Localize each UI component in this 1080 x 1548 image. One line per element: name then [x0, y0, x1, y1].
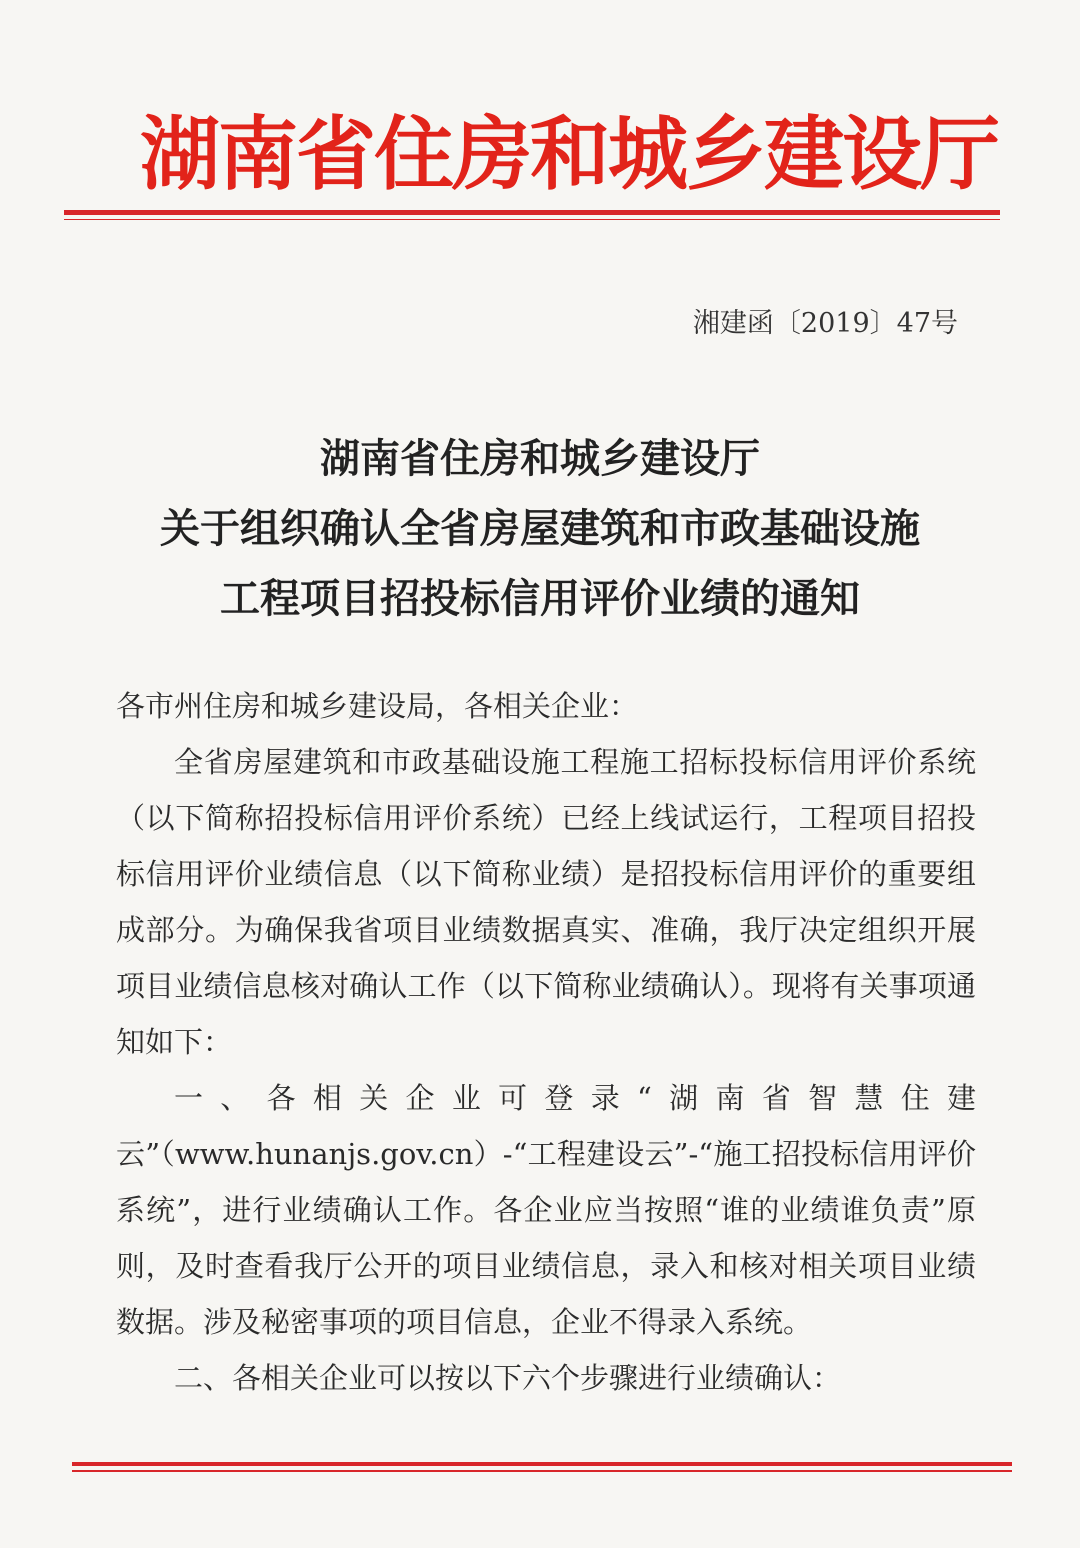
salutation: 各市州住房和城乡建设局，各相关企业： [116, 689, 639, 723]
document-number: 湘建函〔2019〕47号 [692, 308, 958, 339]
title-line-2: 关于组织确认全省房屋建筑和市政基础设施 [160, 505, 920, 552]
body-paragraph-3: 二、各相关企业可以按以下六个步骤进行业绩确认： [174, 1361, 842, 1395]
title-line-3: 工程项目招投标信用评价业绩的通知 [220, 575, 860, 622]
masthead-rule-thick [64, 210, 1000, 215]
body-paragraph-1: 全省房屋建筑和市政基础设施工程施工招标投标信用评价系统（以下简称招投标信用评价系统）已经上线试运行，工程项目招投标信用评价业绩信息（以下简称业绩）是招投标信用评价的重要组成部分。为确保我省项目业绩数据真实、准确，我厅决定组织开展项目业绩信息核对确认工作（以下简称业绩确认）。现将有关事项通知如下： [116, 745, 976, 1059]
footer-rule-thick [72, 1462, 1012, 1466]
body-paragraph-2: 一、各相关企业可登录“湖南省智慧住建云”（www.hunanjs.gov.cn）-“工程建设云”-“施工招投标信用评价系统”，进行业绩确认工作。各企业应当按照“谁的业绩谁负责”原则，及时查看我厅公开的项目业绩信息，录入和核对相关项目业绩数据。涉及秘密事项的项目信息，企业不得录入系统。 [116, 1081, 976, 1339]
masthead-agency-name: 湖南省住房和城乡建设厅 [140, 108, 998, 201]
document-body [116, 678, 976, 1406]
masthead-rule-thin [64, 219, 1000, 220]
footer-rule-thin [72, 1470, 1012, 1472]
title-line-1: 湖南省住房和城乡建设厅 [320, 435, 760, 482]
document-title [80, 424, 1000, 634]
